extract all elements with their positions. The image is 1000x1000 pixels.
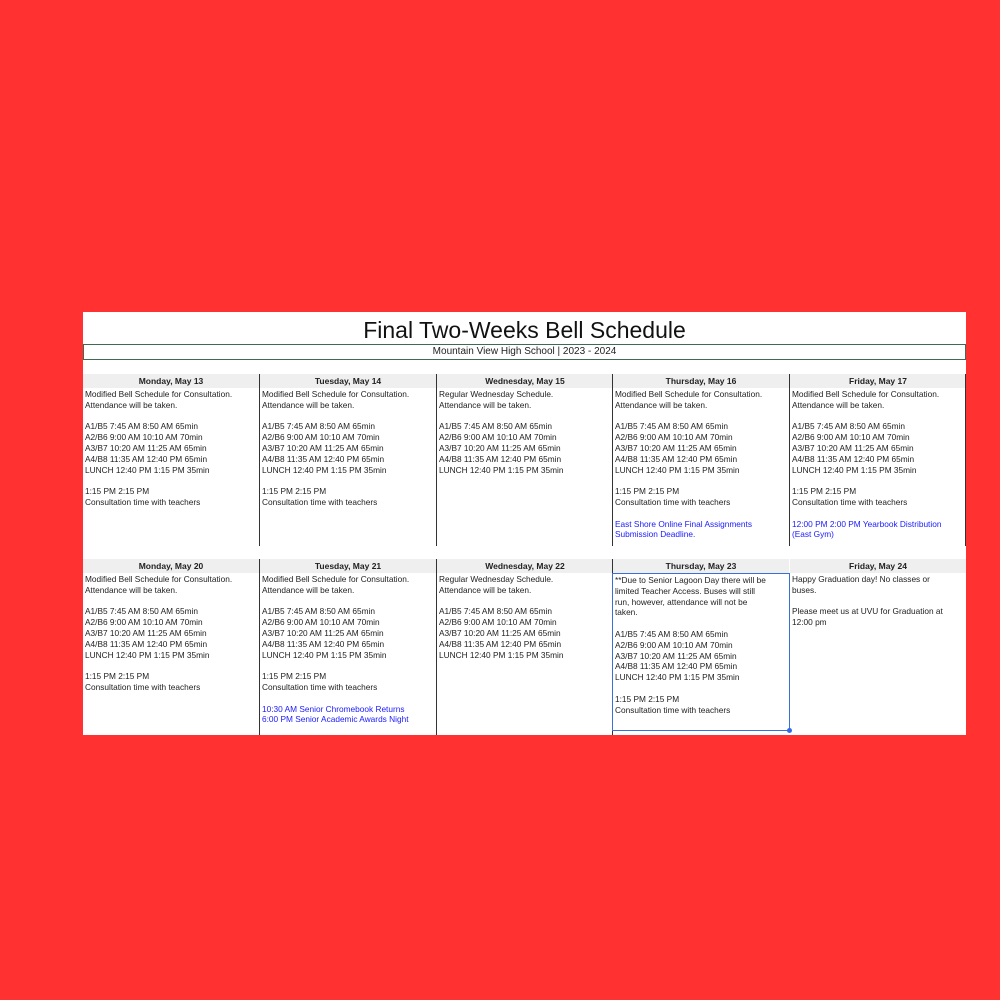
schedule-note: Modified Bell Schedule for Consultation. — [615, 389, 763, 399]
day-header-wed-2: Wednesday, May 22 — [437, 559, 613, 573]
schedule-note: taken. — [615, 607, 638, 618]
lunch-row: LUNCH 12:40 PM 1:15 PM 35min — [439, 464, 564, 475]
event-line: 12:00 PM 2:00 PM Yearbook Distribution — [792, 518, 942, 529]
period-row: A2/B6 9:00 AM 10:10 AM 70min — [85, 432, 203, 443]
consultation-label: Consultation time with teachers — [262, 496, 378, 507]
attendance-note: Attendance will be taken. — [85, 584, 178, 595]
day-header-tue-1: Tuesday, May 14 — [260, 374, 436, 388]
period-row: A3/B7 10:20 AM 11:25 AM 65min — [262, 627, 384, 638]
consultation-time: 1:15 PM 2:15 PM — [262, 671, 327, 682]
day-cell-mon-may-20[interactable] — [83, 573, 259, 693]
consultation-time: 1:15 PM 2:15 PM — [792, 486, 857, 497]
lunch-row: LUNCH 12:40 PM 1:15 PM 35min — [85, 649, 210, 660]
event-line: East Shore Online Final Assignments — [615, 518, 752, 529]
day-cell-wed-may-15[interactable] — [437, 388, 612, 475]
period-row: A1/B5 7:45 AM 8:50 AM 65min — [792, 421, 905, 432]
page-subtitle: Mountain View High School | 2023 - 2024 — [83, 344, 966, 360]
period-row: A3/B7 10:20 AM 11:25 AM 65min — [615, 442, 737, 453]
period-row: A4/B8 11:35 AM 12:40 PM 65min — [262, 453, 385, 464]
period-row: A4/B8 11:35 AM 12:40 PM 65min — [85, 638, 208, 649]
day-header-wed-1: Wednesday, May 15 — [437, 374, 613, 388]
period-row: A4/B8 11:35 AM 12:40 PM 65min — [615, 661, 738, 672]
period-row: A3/B7 10:20 AM 11:25 AM 65min — [439, 627, 561, 638]
period-row: A4/B8 11:35 AM 12:40 PM 65min — [439, 638, 562, 649]
period-row: A3/B7 10:20 AM 11:25 AM 65min — [262, 442, 384, 453]
selection-handle[interactable] — [787, 728, 792, 733]
period-row: A4/B8 11:35 AM 12:40 PM 65min — [85, 453, 208, 464]
attendance-note: Attendance will be taken. — [439, 399, 532, 410]
attendance-note: Attendance will be taken. — [262, 584, 355, 595]
period-row: A4/B8 11:35 AM 12:40 PM 65min — [615, 453, 738, 464]
schedule-note: run, however, attendance will not be — [615, 596, 748, 607]
day-cell-fri-may-17[interactable] — [790, 388, 965, 540]
period-row: A1/B5 7:45 AM 8:50 AM 65min — [85, 421, 198, 432]
graduation-note: Please meet us at UVU for Graduation at — [792, 606, 943, 617]
schedule-sheet — [83, 312, 966, 735]
schedule-note: **Due to Senior Lagoon Day there will be — [615, 575, 766, 585]
page-title: Final Two-Weeks Bell Schedule — [363, 317, 686, 343]
event-line: Submission Deadline. — [615, 529, 696, 540]
schedule-note: Regular Wednesday Schedule. — [439, 574, 554, 584]
consultation-label: Consultation time with teachers — [85, 681, 201, 692]
consultation-time: 1:15 PM 2:15 PM — [85, 671, 150, 682]
day-header-mon-2: Monday, May 20 — [83, 559, 259, 573]
graduation-note: 12:00 pm — [792, 617, 827, 628]
lunch-row: LUNCH 12:40 PM 1:15 PM 35min — [615, 672, 740, 683]
day-cell-tue-may-21[interactable] — [260, 573, 436, 725]
consultation-time: 1:15 PM 2:15 PM — [262, 486, 327, 497]
schedule-note: Modified Bell Schedule for Consultation. — [792, 389, 940, 399]
lunch-row: LUNCH 12:40 PM 1:15 PM 35min — [792, 464, 917, 475]
consultation-label: Consultation time with teachers — [615, 496, 731, 507]
attendance-note: Attendance will be taken. — [85, 399, 178, 410]
period-row: A4/B8 11:35 AM 12:40 PM 65min — [439, 453, 562, 464]
schedule-note: Modified Bell Schedule for Consultation. — [262, 389, 410, 399]
consultation-label: Consultation time with teachers — [792, 496, 908, 507]
attendance-note: Attendance will be taken. — [262, 399, 355, 410]
consultation-time: 1:15 PM 2:15 PM — [615, 693, 680, 704]
period-row: A2/B6 9:00 AM 10:10 AM 70min — [615, 432, 733, 443]
period-row: A2/B6 9:00 AM 10:10 AM 70min — [439, 432, 557, 443]
period-row: A2/B6 9:00 AM 10:10 AM 70min — [262, 617, 380, 628]
period-row: A1/B5 7:45 AM 8:50 AM 65min — [439, 421, 552, 432]
period-row: A2/B6 9:00 AM 10:10 AM 70min — [439, 617, 557, 628]
day-cell-fri-may-24[interactable] — [790, 573, 965, 628]
schedule-note: Modified Bell Schedule for Consultation. — [85, 574, 233, 584]
period-row: A2/B6 9:00 AM 10:10 AM 70min — [615, 639, 733, 650]
schedule-note: limited Teacher Access. Buses will still — [615, 585, 756, 596]
period-row: A1/B5 7:45 AM 8:50 AM 65min — [262, 421, 375, 432]
attendance-note: Attendance will be taken. — [792, 399, 885, 410]
period-row: A2/B6 9:00 AM 10:10 AM 70min — [792, 432, 910, 443]
graduation-note: Happy Graduation day! No classes or — [792, 574, 930, 584]
event-line: (East Gym) — [792, 529, 834, 540]
lunch-row: LUNCH 12:40 PM 1:15 PM 35min — [262, 464, 387, 475]
day-cell-mon-may-13[interactable] — [83, 388, 259, 508]
column-divider — [965, 374, 966, 546]
lunch-row: LUNCH 12:40 PM 1:15 PM 35min — [439, 649, 564, 660]
graduation-note: buses. — [792, 584, 817, 595]
day-header-thu-2: Thursday, May 23 — [613, 559, 789, 573]
event-line: 6:00 PM Senior Academic Awards Night — [262, 714, 409, 725]
day-cell-wed-may-22[interactable] — [437, 573, 612, 660]
period-row: A3/B7 10:20 AM 11:25 AM 65min — [615, 650, 737, 661]
lunch-row: LUNCH 12:40 PM 1:15 PM 35min — [615, 464, 740, 475]
attendance-note: Attendance will be taken. — [615, 399, 708, 410]
event-line: 10:30 AM Senior Chromebook Returns — [262, 703, 405, 714]
period-row: A4/B8 11:35 AM 12:40 PM 65min — [262, 638, 385, 649]
period-row: A1/B5 7:45 AM 8:50 AM 65min — [615, 628, 728, 639]
day-cell-thu-may-23[interactable] — [612, 573, 790, 731]
schedule-note: Modified Bell Schedule for Consultation. — [262, 574, 410, 584]
day-header-fri-1: Friday, May 17 — [790, 374, 966, 388]
consultation-label: Consultation time with teachers — [615, 704, 731, 715]
day-header-tue-2: Tuesday, May 21 — [260, 559, 436, 573]
period-row: A1/B5 7:45 AM 8:50 AM 65min — [615, 421, 728, 432]
period-row: A3/B7 10:20 AM 11:25 AM 65min — [792, 442, 914, 453]
day-header-mon-1: Monday, May 13 — [83, 374, 259, 388]
consultation-label: Consultation time with teachers — [85, 496, 201, 507]
period-row: A2/B6 9:00 AM 10:10 AM 70min — [262, 432, 380, 443]
period-row: A3/B7 10:20 AM 11:25 AM 65min — [439, 442, 561, 453]
day-header-fri-2: Friday, May 24 — [790, 559, 966, 573]
period-row: A3/B7 10:20 AM 11:25 AM 65min — [85, 627, 207, 638]
period-row: A2/B6 9:00 AM 10:10 AM 70min — [85, 617, 203, 628]
period-row: A1/B5 7:45 AM 8:50 AM 65min — [85, 606, 198, 617]
period-row: A3/B7 10:20 AM 11:25 AM 65min — [85, 442, 207, 453]
period-row: A1/B5 7:45 AM 8:50 AM 65min — [439, 606, 552, 617]
day-cell-thu-may-16[interactable] — [613, 388, 789, 540]
attendance-note: Attendance will be taken. — [439, 584, 532, 595]
consultation-time: 1:15 PM 2:15 PM — [85, 486, 150, 497]
schedule-note: Regular Wednesday Schedule. — [439, 389, 554, 399]
consultation-time: 1:15 PM 2:15 PM — [615, 486, 680, 497]
consultation-label: Consultation time with teachers — [262, 681, 378, 692]
schedule-note: Modified Bell Schedule for Consultation. — [85, 389, 233, 399]
day-cell-tue-may-14[interactable] — [260, 388, 436, 508]
lunch-row: LUNCH 12:40 PM 1:15 PM 35min — [85, 464, 210, 475]
day-header-thu-1: Thursday, May 16 — [613, 374, 789, 388]
period-row: A1/B5 7:45 AM 8:50 AM 65min — [262, 606, 375, 617]
period-row: A4/B8 11:35 AM 12:40 PM 65min — [792, 453, 915, 464]
lunch-row: LUNCH 12:40 PM 1:15 PM 35min — [262, 649, 387, 660]
